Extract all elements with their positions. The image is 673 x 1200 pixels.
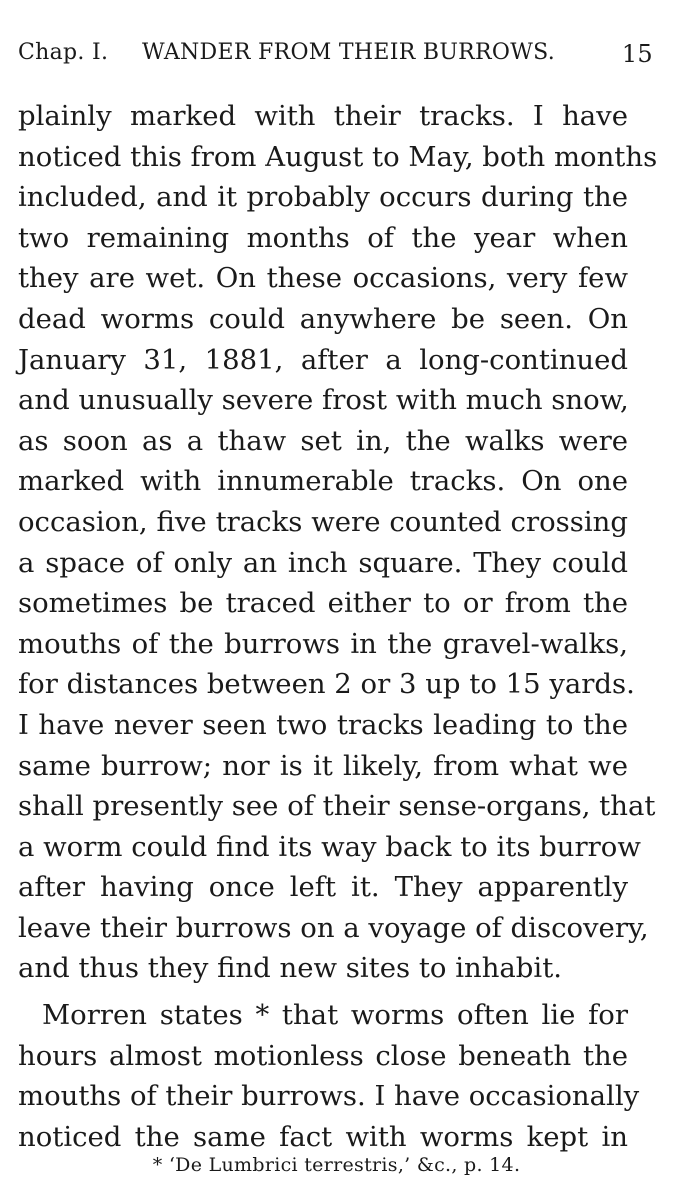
text-line: for distances between 2 or 3 up to 15 yards. xyxy=(18,668,635,701)
running-title: WANDER FROM THEIR BURROWS. xyxy=(142,40,556,65)
text-line: Morren states * that worms often lie for xyxy=(42,999,628,1032)
text-line: same burrow; nor is it likely, from what we xyxy=(18,749,628,782)
footnote: * ‘De Lumbrici terrestris,’ &c., p. 14. xyxy=(152,1154,521,1176)
text-line: noticed the same fact with worms kept in xyxy=(18,1120,628,1153)
text-line: a space of only an inch square. They could xyxy=(18,546,628,579)
text-line: plainly marked with their tracks. I have xyxy=(18,100,628,132)
text-line: January 31, 1881, after a long-continued xyxy=(18,343,628,376)
running-header xyxy=(18,40,653,72)
chapter-label: Chap. I. xyxy=(18,40,109,65)
page-number: 15 xyxy=(621,40,653,68)
text-line: after having once left it. They apparently xyxy=(18,871,628,904)
text-line: sometimes be traced either to or from the xyxy=(18,587,628,620)
text-line: mouths of their burrows. I have occasionally xyxy=(18,1080,640,1113)
text-line: two remaining months of the year when xyxy=(18,221,628,254)
text-line: a worm could find its way back to its burrow xyxy=(18,830,641,863)
body-text xyxy=(18,96,658,1157)
text-line: leave their burrows on a voyage of discovery, xyxy=(18,911,649,944)
text-line: as soon as a thaw set in, the walks were xyxy=(18,424,628,457)
text-line: hours almost motionless close beneath the xyxy=(18,1039,628,1072)
text-line: I have never seen two tracks leading to the xyxy=(18,708,628,741)
text-line: shall presently see of their sense-organs, that xyxy=(18,790,656,823)
text-line: noticed this from August to May, both months xyxy=(18,140,658,173)
text-line: they are wet. On these occasions, very few xyxy=(18,262,628,295)
text-line: included, and it probably occurs during the xyxy=(18,181,628,214)
text-line: dead worms could anywhere be seen. On xyxy=(18,302,628,335)
text-line: and thus they find new sites to inhabit. xyxy=(18,952,562,985)
text-line: mouths of the burrows in the gravel-walks, xyxy=(18,627,628,660)
text-line: marked with innumerable tracks. On one xyxy=(18,465,628,498)
text-line: and unusually severe frost with much snow, xyxy=(18,384,629,417)
text-line: occasion, five tracks were counted crossing xyxy=(18,505,628,538)
